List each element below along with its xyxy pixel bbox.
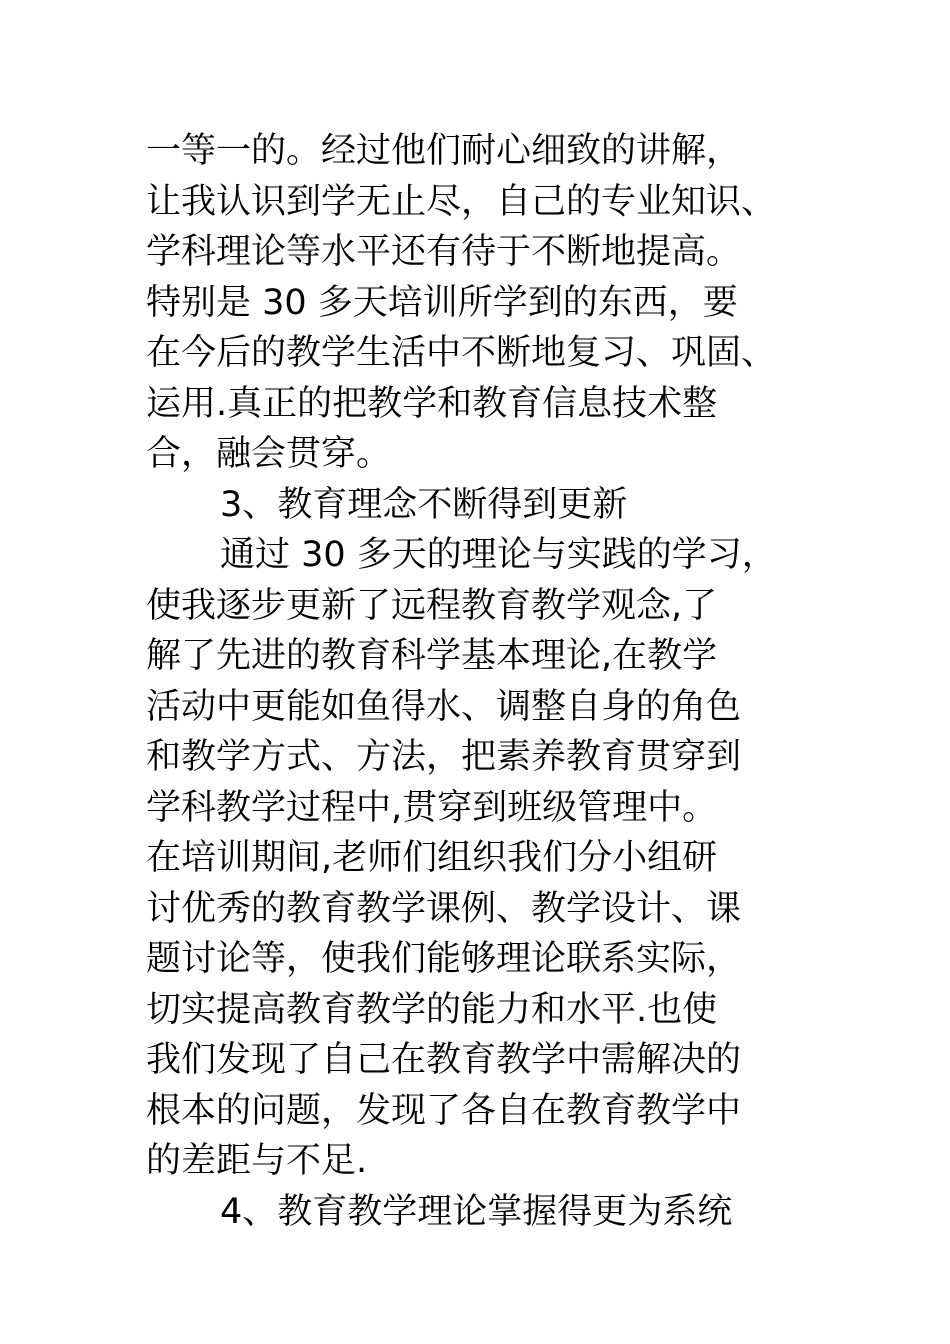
text-line-12: 活动中更能如鱼得水、调整自身的角色 — [146, 686, 742, 727]
text-line-10: 使我逐步更新了远程教育教学观念,了 — [146, 585, 718, 626]
text-line-13: 和教学方式、方法，把素养教育贯穿到 — [146, 737, 742, 777]
text-line-4: 特别是 30 多天培训所学到的东西，要 — [146, 282, 738, 323]
text-line-17: 题讨论等，使我们能够理论联系实际， — [146, 939, 742, 979]
text-line-16: 讨优秀的教育教学课例、教学设计、课 — [146, 888, 742, 929]
section-heading-3: 3、教育理念不断得到更新 — [220, 484, 628, 525]
text-line-20: 根本的问题，发现了各自在教育教学中 — [146, 1090, 742, 1131]
text-line-19: 我们发现了自己在教育教学中需解决的 — [146, 1040, 742, 1080]
text-line-5: 在今后的教学生活中不断地复习、巩固、 — [146, 333, 777, 373]
section-heading-4: 4、教育教学理论掌握得更为系统 — [220, 1191, 733, 1232]
text-line-2: 让我认识到学无止尽，自己的专业知识、 — [146, 181, 777, 222]
text-line-6: 运用.真正的把教学和教育信息技术整 — [146, 383, 718, 424]
text-line-3: 学科理论等水平还有待于不断地提高。 — [146, 232, 742, 272]
text-line-18: 切实提高教育教学的能力和水平.也使 — [146, 989, 718, 1030]
text-line-11: 解了先进的教育科学基本理论,在教学 — [146, 636, 718, 676]
body-text — [146, 126, 846, 1237]
text-line-14: 学科教学过程中,贯穿到班级管理中。 — [146, 787, 718, 828]
text-line-15: 在培训期间,老师们组织我们分小组研 — [146, 838, 718, 878]
text-line-21: 的差距与不足. — [146, 1141, 368, 1181]
text-line-1: 一等一的。经过他们耐心细致的讲解， — [146, 131, 742, 171]
text-line-7: 合，融会贯穿。 — [146, 434, 392, 474]
paragraph-start-line: 通过 30 多天的理论与实践的学习， — [220, 535, 777, 575]
